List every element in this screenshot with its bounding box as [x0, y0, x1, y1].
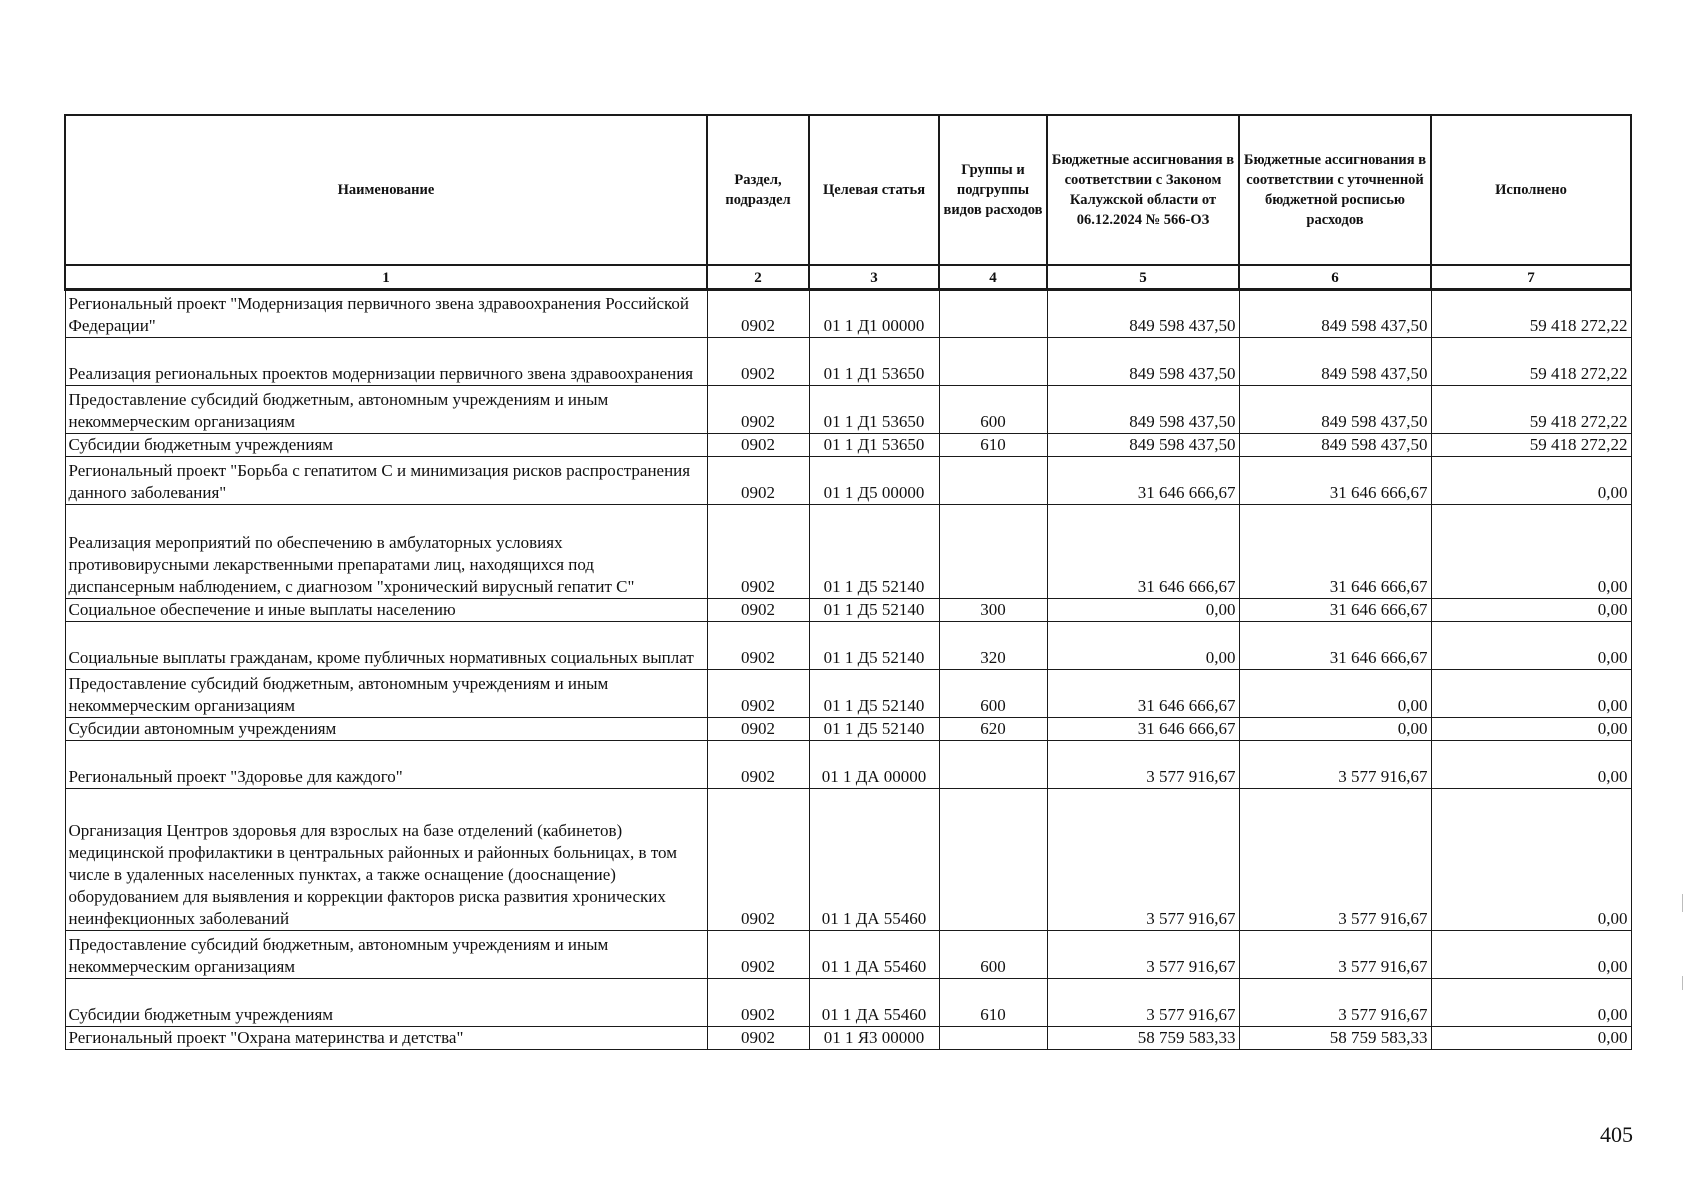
cell-executed: 0,00	[1431, 622, 1631, 670]
cell-executed: 0,00	[1431, 457, 1631, 505]
cell-name: Реализация региональных проектов модернизации первичного звена здравоохранения	[65, 338, 707, 386]
cell-article: 01 1 ДА 55460	[809, 931, 939, 979]
cell-group	[939, 789, 1047, 931]
cell-group: 320	[939, 622, 1047, 670]
cell-executed: 59 418 272,22	[1431, 290, 1631, 338]
cell-refined-allocations: 31 646 666,67	[1239, 505, 1431, 599]
cell-group	[939, 338, 1047, 386]
cell-article: 01 1 Д5 52140	[809, 718, 939, 741]
cell-name: Субсидии бюджетным учреждениям	[65, 434, 707, 457]
column-number: 3	[809, 265, 939, 290]
table-row	[65, 979, 1631, 1027]
table-row	[65, 338, 1631, 386]
cell-law-allocations: 31 646 666,67	[1047, 505, 1239, 599]
cell-section: 0902	[707, 457, 809, 505]
cell-executed: 0,00	[1431, 979, 1631, 1027]
cell-name: Предоставление субсидий бюджетным, автономным учреждениям и иным некоммерческим организациям	[65, 670, 707, 718]
cell-group: 600	[939, 386, 1047, 434]
table-row	[65, 789, 1631, 931]
cell-section: 0902	[707, 622, 809, 670]
cell-section: 0902	[707, 338, 809, 386]
table-row	[65, 386, 1631, 434]
cell-article: 01 1 Д1 53650	[809, 434, 939, 457]
cell-article: 01 1 Д5 52140	[809, 670, 939, 718]
cell-article: 01 1 Д5 00000	[809, 457, 939, 505]
cell-group	[939, 457, 1047, 505]
cell-law-allocations: 31 646 666,67	[1047, 457, 1239, 505]
cell-name: Региональный проект "Здоровье для каждого"	[65, 741, 707, 789]
column-number: 4	[939, 265, 1047, 290]
cell-group: 300	[939, 599, 1047, 622]
scan-edge-mark	[1682, 976, 1683, 990]
cell-executed: 0,00	[1431, 505, 1631, 599]
cell-refined-allocations: 3 577 916,67	[1239, 931, 1431, 979]
header-group: Группы и подгруппы видов расходов	[939, 115, 1047, 265]
cell-refined-allocations: 31 646 666,67	[1239, 622, 1431, 670]
cell-name: Субсидии бюджетным учреждениям	[65, 979, 707, 1027]
table-row	[65, 741, 1631, 789]
cell-group	[939, 1027, 1047, 1050]
header-section: Раздел, подраздел	[707, 115, 809, 265]
cell-law-allocations: 3 577 916,67	[1047, 789, 1239, 931]
cell-name: Субсидии автономным учреждениям	[65, 718, 707, 741]
cell-article: 01 1 Д1 53650	[809, 338, 939, 386]
table-row	[65, 457, 1631, 505]
cell-executed: 0,00	[1431, 1027, 1631, 1050]
cell-refined-allocations: 3 577 916,67	[1239, 979, 1431, 1027]
cell-refined-allocations: 31 646 666,67	[1239, 457, 1431, 505]
header-refined-allocations: Бюджетные ассигнования в соответствии с уточненной бюджетной росписью расходов	[1239, 115, 1431, 265]
cell-group: 600	[939, 931, 1047, 979]
header-row	[65, 115, 1631, 265]
cell-refined-allocations: 849 598 437,50	[1239, 386, 1431, 434]
column-number: 6	[1239, 265, 1431, 290]
table-row	[65, 290, 1631, 338]
header-law-allocations: Бюджетные ассигнования в соответствии с Законом Калужской области от 06.12.2024 № 566-ОЗ	[1047, 115, 1239, 265]
cell-executed: 0,00	[1431, 670, 1631, 718]
cell-group: 620	[939, 718, 1047, 741]
table-row	[65, 670, 1631, 718]
scan-edge-mark	[1682, 894, 1683, 912]
cell-name: Региональный проект "Охрана материнства и детства"	[65, 1027, 707, 1050]
cell-refined-allocations: 849 598 437,50	[1239, 338, 1431, 386]
header-article: Целевая статья	[809, 115, 939, 265]
cell-group	[939, 290, 1047, 338]
cell-group: 600	[939, 670, 1047, 718]
cell-executed: 59 418 272,22	[1431, 338, 1631, 386]
cell-refined-allocations: 3 577 916,67	[1239, 741, 1431, 789]
cell-refined-allocations: 3 577 916,67	[1239, 789, 1431, 931]
cell-article: 01 1 Д5 52140	[809, 622, 939, 670]
cell-name: Социальное обеспечение и иные выплаты населению	[65, 599, 707, 622]
cell-law-allocations: 849 598 437,50	[1047, 338, 1239, 386]
column-number: 5	[1047, 265, 1239, 290]
table-row	[65, 599, 1631, 622]
cell-article: 01 1 Я3 00000	[809, 1027, 939, 1050]
cell-section: 0902	[707, 718, 809, 741]
cell-article: 01 1 ДА 00000	[809, 741, 939, 789]
page-number: 405	[1600, 1122, 1633, 1147]
cell-section: 0902	[707, 931, 809, 979]
cell-law-allocations: 31 646 666,67	[1047, 670, 1239, 718]
cell-executed: 59 418 272,22	[1431, 386, 1631, 434]
table-row	[65, 931, 1631, 979]
cell-group: 610	[939, 434, 1047, 457]
cell-article: 01 1 ДА 55460	[809, 789, 939, 931]
cell-law-allocations: 31 646 666,67	[1047, 718, 1239, 741]
cell-section: 0902	[707, 741, 809, 789]
column-number: 2	[707, 265, 809, 290]
table-row	[65, 622, 1631, 670]
cell-refined-allocations: 849 598 437,50	[1239, 434, 1431, 457]
cell-section: 0902	[707, 434, 809, 457]
table-row	[65, 434, 1631, 457]
cell-section: 0902	[707, 789, 809, 931]
cell-executed: 59 418 272,22	[1431, 434, 1631, 457]
cell-section: 0902	[707, 505, 809, 599]
cell-law-allocations: 849 598 437,50	[1047, 290, 1239, 338]
cell-law-allocations: 0,00	[1047, 622, 1239, 670]
cell-name: Региональный проект "Модернизация первичного звена здравоохранения Российской Федерации"	[65, 290, 707, 338]
cell-law-allocations: 3 577 916,67	[1047, 931, 1239, 979]
table-body	[65, 290, 1631, 1050]
cell-executed: 0,00	[1431, 718, 1631, 741]
cell-group	[939, 741, 1047, 789]
cell-group: 610	[939, 979, 1047, 1027]
cell-name: Предоставление субсидий бюджетным, автономным учреждениям и иным некоммерческим организациям	[65, 386, 707, 434]
table-row	[65, 1027, 1631, 1050]
cell-section: 0902	[707, 979, 809, 1027]
column-number: 1	[65, 265, 707, 290]
cell-name: Предоставление субсидий бюджетным, автономным учреждениям и иным некоммерческим организациям	[65, 931, 707, 979]
cell-section: 0902	[707, 670, 809, 718]
budget-table-wrapper	[64, 114, 1630, 1050]
cell-refined-allocations: 0,00	[1239, 718, 1431, 741]
cell-refined-allocations: 0,00	[1239, 670, 1431, 718]
cell-law-allocations: 849 598 437,50	[1047, 386, 1239, 434]
cell-article: 01 1 Д5 52140	[809, 505, 939, 599]
cell-refined-allocations: 31 646 666,67	[1239, 599, 1431, 622]
cell-law-allocations: 3 577 916,67	[1047, 741, 1239, 789]
table-row	[65, 505, 1631, 599]
header-executed: Исполнено	[1431, 115, 1631, 265]
cell-refined-allocations: 849 598 437,50	[1239, 290, 1431, 338]
cell-article: 01 1 Д1 53650	[809, 386, 939, 434]
cell-name: Социальные выплаты гражданам, кроме публичных нормативных социальных выплат	[65, 622, 707, 670]
cell-article: 01 1 Д5 52140	[809, 599, 939, 622]
cell-executed: 0,00	[1431, 931, 1631, 979]
cell-section: 0902	[707, 386, 809, 434]
cell-law-allocations: 3 577 916,67	[1047, 979, 1239, 1027]
cell-section: 0902	[707, 290, 809, 338]
cell-article: 01 1 ДА 55460	[809, 979, 939, 1027]
cell-law-allocations: 0,00	[1047, 599, 1239, 622]
cell-executed: 0,00	[1431, 599, 1631, 622]
column-number-row	[65, 265, 1631, 290]
budget-table	[64, 114, 1632, 1050]
header-name: Наименование	[65, 115, 707, 265]
cell-section: 0902	[707, 599, 809, 622]
cell-name: Региональный проект "Борьба с гепатитом С и минимизация рисков распространения данного заболевания"	[65, 457, 707, 505]
table-row	[65, 718, 1631, 741]
cell-law-allocations: 58 759 583,33	[1047, 1027, 1239, 1050]
cell-refined-allocations: 58 759 583,33	[1239, 1027, 1431, 1050]
cell-executed: 0,00	[1431, 789, 1631, 931]
column-number: 7	[1431, 265, 1631, 290]
cell-executed: 0,00	[1431, 741, 1631, 789]
cell-name: Реализация мероприятий по обеспечению в амбулаторных условиях противовирусными лекарственными препаратами лиц, находящихся под диспансерным наблюдением, с диагнозом "хронический вирусный гепатит С"	[65, 505, 707, 599]
cell-law-allocations: 849 598 437,50	[1047, 434, 1239, 457]
table-header	[65, 115, 1631, 290]
cell-name: Организация Центров здоровья для взрослых на базе отделений (кабинетов) медицинской профилактики в центральных районных и районных больницах, в том числе в удаленных населенных пунктах, а также оснащение (дооснащение) оборудованием для выявления и коррекции факторов риска развития хронических неинфекционных заболеваний	[65, 789, 707, 931]
cell-group	[939, 505, 1047, 599]
cell-section: 0902	[707, 1027, 809, 1050]
cell-article: 01 1 Д1 00000	[809, 290, 939, 338]
